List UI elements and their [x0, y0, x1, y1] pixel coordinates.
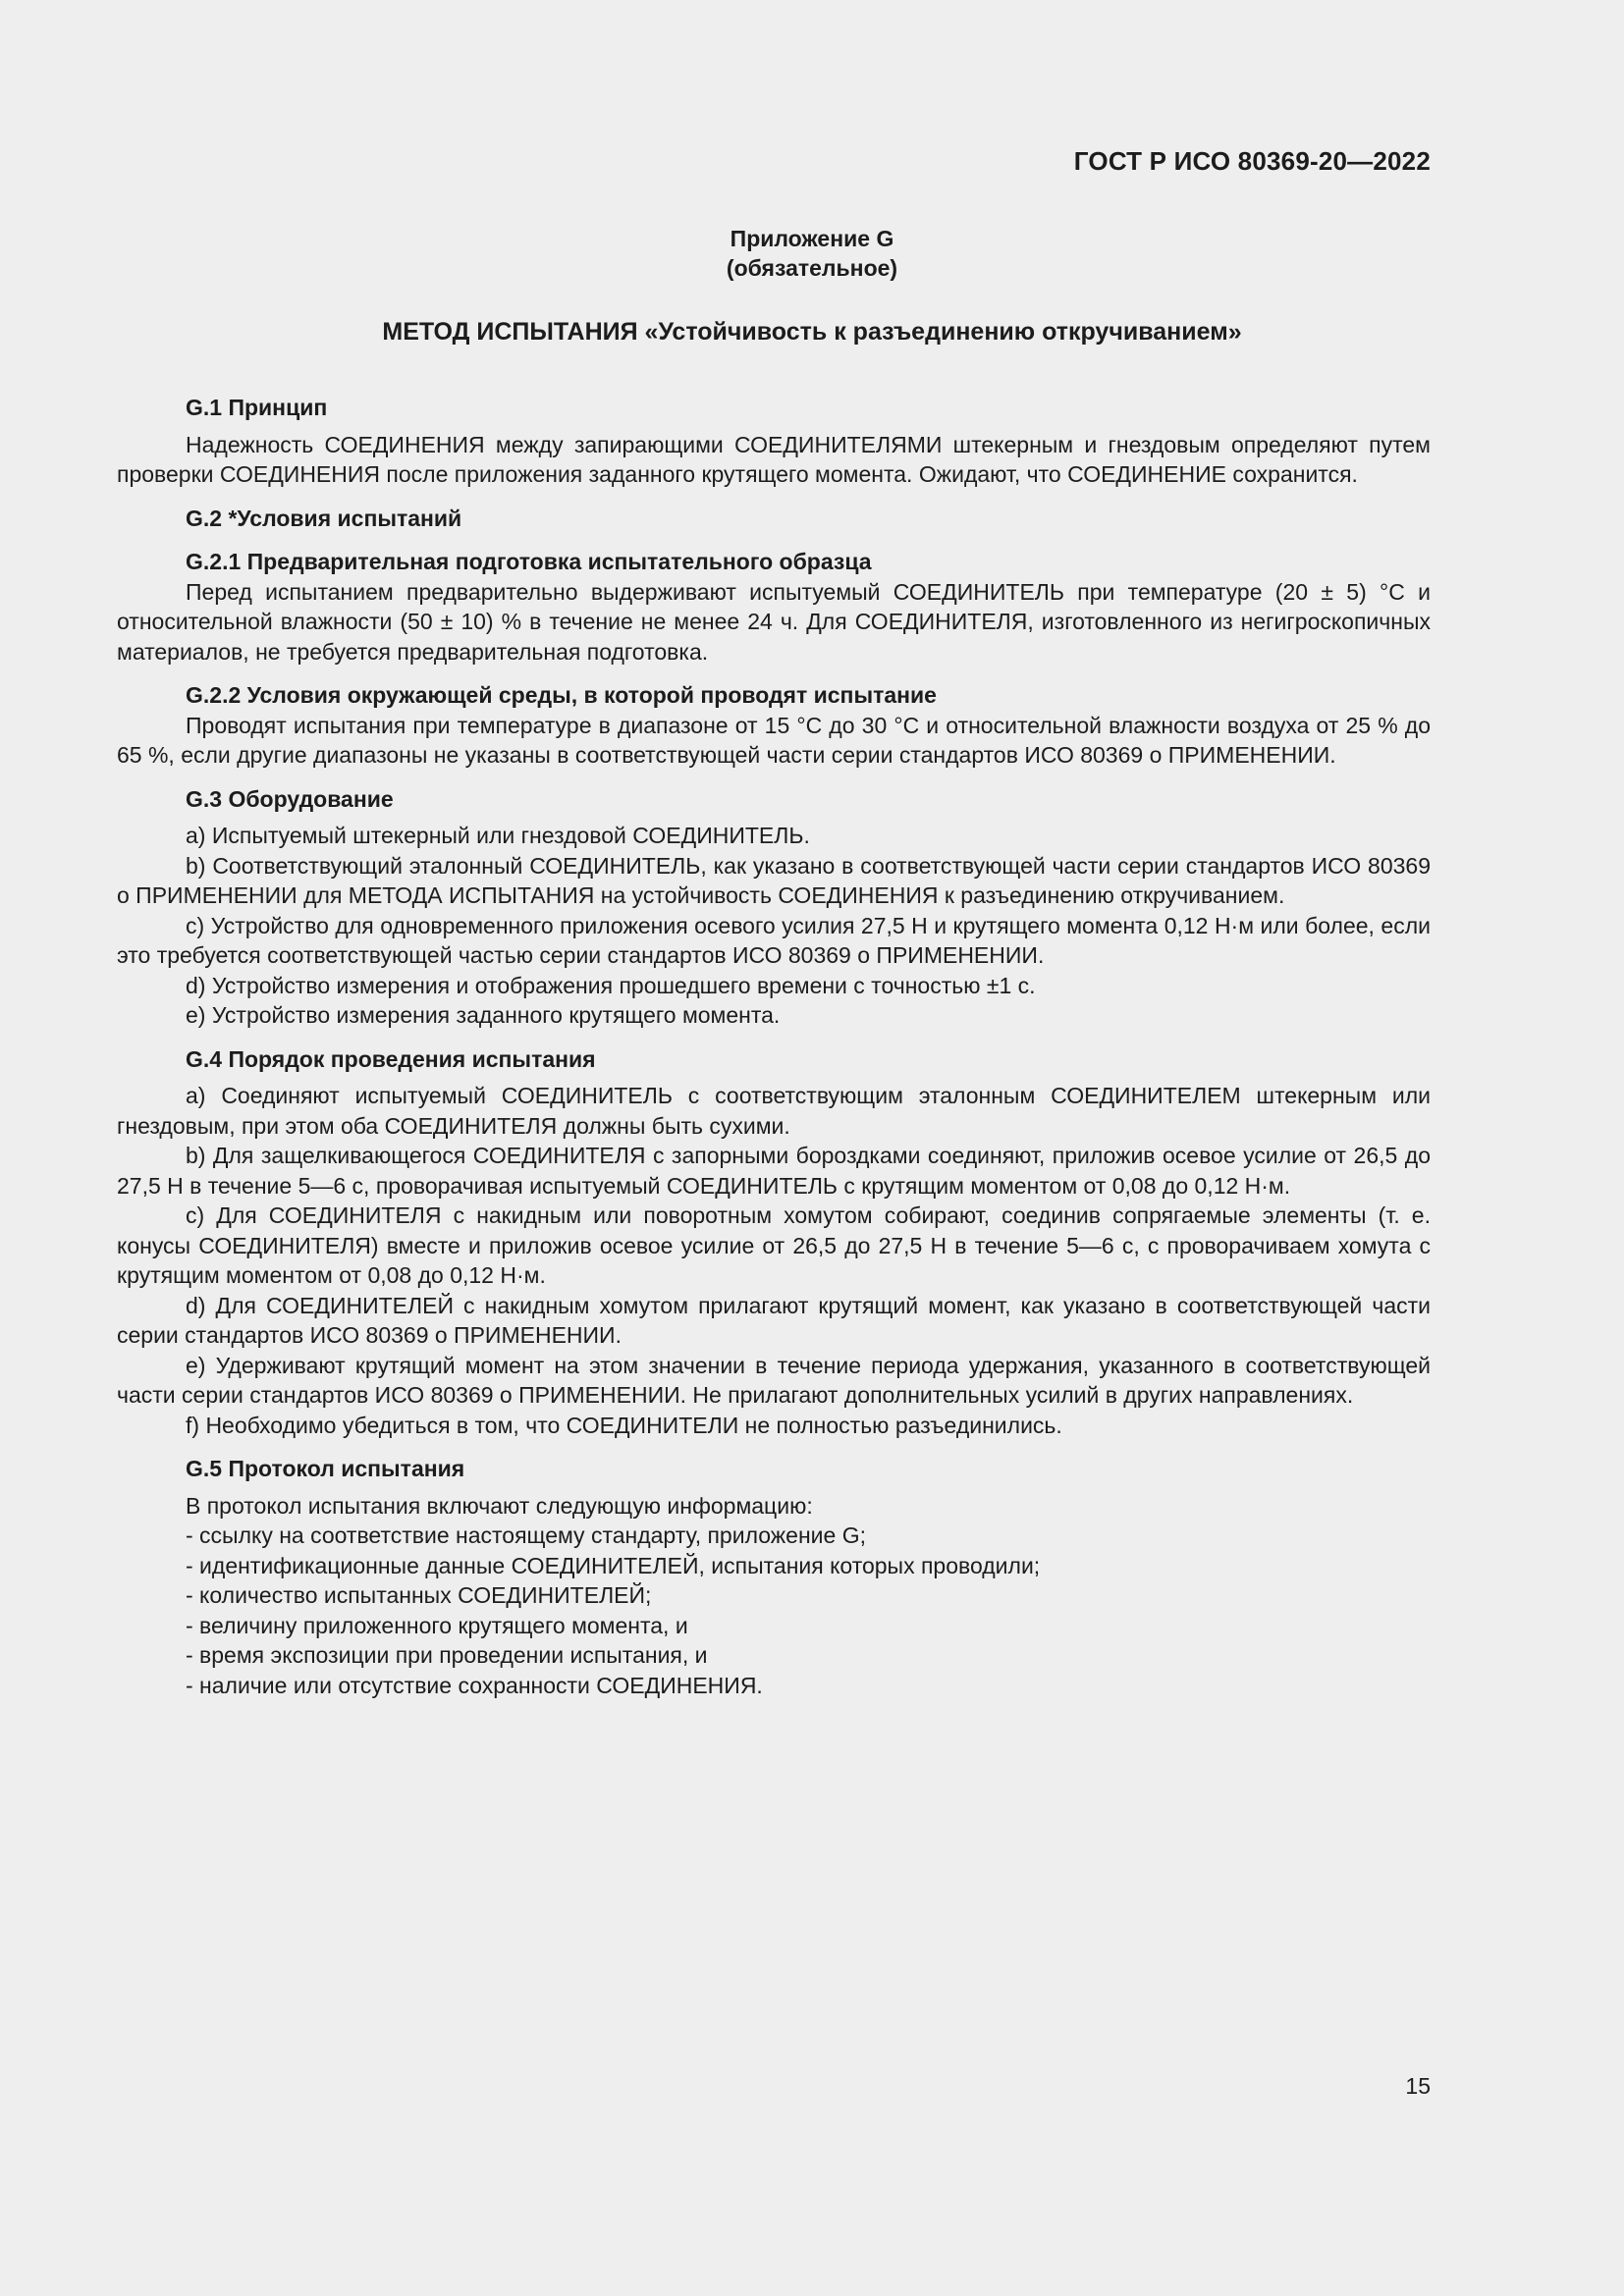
- list-item: e) Удерживают крутящий момент на этом значении в течение периода удержания, указанного в соответствующей части серии стандартов ИСО 80369 о ПРИМЕНЕНИИ. Не прилагают дополнительных усилий в других направлениях.: [117, 1352, 1431, 1408]
- section-heading: G.1 Принцип: [186, 395, 328, 420]
- section-g2-2: [117, 680, 1431, 771]
- annex-title: Приложение G: [730, 226, 894, 251]
- subsection-heading: G.2.2 Условия окружающей среды, в которой проводят испытание: [186, 682, 937, 708]
- paragraph: Перед испытанием предварительно выдерживают испытуемый СОЕДИНИТЕЛЬ при температуре (20 ± 5) °С и относительной влажности (50 ± 10) % в течение не менее 24 ч. Для СОЕДИНИТЕЛЯ, изготовленного из негигроскопичных материалов, не требуется предварительная подготовка.: [117, 578, 1431, 665]
- section-heading: G.4 Порядок проведения испытания: [186, 1045, 596, 1072]
- section-heading: G.5 Протокол испытания: [186, 1456, 465, 1481]
- subsection-heading: G.2.1 Предварительная подготовка испытательного образца: [186, 549, 872, 574]
- list-item: - ссылку на соответствие настоящему стандарту, приложение G;: [186, 1522, 866, 1548]
- list-item: - наличие или отсутствие сохранности СОЕДИНЕНИЯ.: [186, 1672, 763, 1698]
- section-g2-1: [117, 547, 1431, 667]
- section-g4: [117, 1044, 1431, 1441]
- section-heading: G.2 *Условия испытаний: [186, 505, 462, 531]
- list-item: - величину приложенного крутящего момента, и: [186, 1612, 688, 1638]
- list-item: b) Соответствующий эталонный СОЕДИНИТЕЛЬ, как указано в соответствующей части серии стандартов ИСО 80369 о ПРИМЕНЕНИИ для МЕТОДА ИСПЫТАНИЯ на устойчивость СОЕДИНЕНИЯ к разъединению откручиванием.: [117, 852, 1431, 908]
- list-item: c) Для СОЕДИНИТЕЛЯ с накидным или поворотным хомутом собирают, соединив сопрягаемые элементы (т. е. конусы СОЕДИНИТЕЛЯ) вместе и приложив осевое усилие от 26,5 до 27,5 Н в течение 5—6 с, с проворачиваем хомута с крутящим моментом от 0,08 до 0,12 Н·м.: [117, 1202, 1431, 1288]
- document-code: ГОСТ Р ИСО 80369-20—2022: [1073, 146, 1431, 176]
- document-body: [117, 393, 1431, 1714]
- annex-main-title: МЕТОД ИСПЫТАНИЯ «Устойчивость к разъединению откручиванием»: [382, 318, 1242, 346]
- section-g5: [117, 1454, 1431, 1700]
- list-item: e) Устройство измерения заданного крутящего момента.: [186, 1002, 781, 1028]
- list-item: - время экспозиции при проведении испытания, и: [186, 1642, 708, 1668]
- section-g3: [117, 784, 1431, 1031]
- annex-label: [0, 224, 1624, 283]
- section-g1: [117, 393, 1431, 490]
- list-item: f) Необходимо убедиться в том, что СОЕДИНИТЕЛИ не полностью разъединились.: [186, 1412, 1062, 1438]
- list-item: - идентификационные данные СОЕДИНИТЕЛЕЙ, испытания которых проводили;: [186, 1552, 1041, 1578]
- list-item: a) Соединяют испытуемый СОЕДИНИТЕЛЬ с соответствующим эталонным СОЕДИНИТЕЛЕМ штекерным или гнездовым, при этом оба СОЕДИНИТЕЛЯ должны быть сухими.: [117, 1083, 1431, 1139]
- list-item: b) Для защелкивающегося СОЕДИНИТЕЛЯ с запорными бороздками соединяют, приложив осевое усилие от 26,5 до 27,5 Н в течение 5—6 с, проворачивая испытуемый СОЕДИНИТЕЛЬ с крутящим моментом от 0,08 до 0,12 Н·м.: [117, 1143, 1431, 1199]
- list-item: a) Испытуемый штекерный или гнездовой СОЕДИНИТЕЛЬ.: [186, 823, 810, 848]
- list-item: - количество испытанных СОЕДИНИТЕЛЕЙ;: [186, 1582, 652, 1608]
- paragraph: Надежность СОЕДИНЕНИЯ между запирающими СОЕДИНИТЕЛЯМИ штекерным и гнездовым определяют путем проверки СОЕДИНЕНИЯ после приложения заданного крутящего момента. Ожидают, что СОЕДИНЕНИЕ сохранится.: [117, 431, 1431, 487]
- page-number: 15: [1405, 2073, 1431, 2099]
- list-item: c) Устройство для одновременного приложения осевого усилия 27,5 Н и крутящего момента 0,12 Н·м или более, если это требуется соответствующей частью серии стандартов ИСО 80369 о ПРИМЕНЕНИИ.: [117, 912, 1431, 968]
- list-item: d) Устройство измерения и отображения прошедшего времени с точностью ±1 с.: [186, 972, 1036, 998]
- paragraph: В протокол испытания включают следующую информацию:: [186, 1492, 813, 1519]
- annex-status: (обязательное): [726, 255, 898, 281]
- list-item: d) Для СОЕДИНИТЕЛЕЙ с накидным хомутом прилагают крутящий момент, как указано в соответствующей части серии стандартов ИСО 80369 о ПРИМЕНЕНИИ.: [117, 1292, 1431, 1348]
- section-heading: G.3 Оборудование: [186, 785, 394, 812]
- paragraph: Проводят испытания при температуре в диапазоне от 15 °С до 30 °С и относительной влажности воздуха от 25 % до 65 %, если другие диапазоны не указаны в соответствующей части серии стандартов ИСО 80369 о ПРИМЕНЕНИИ.: [117, 712, 1431, 768]
